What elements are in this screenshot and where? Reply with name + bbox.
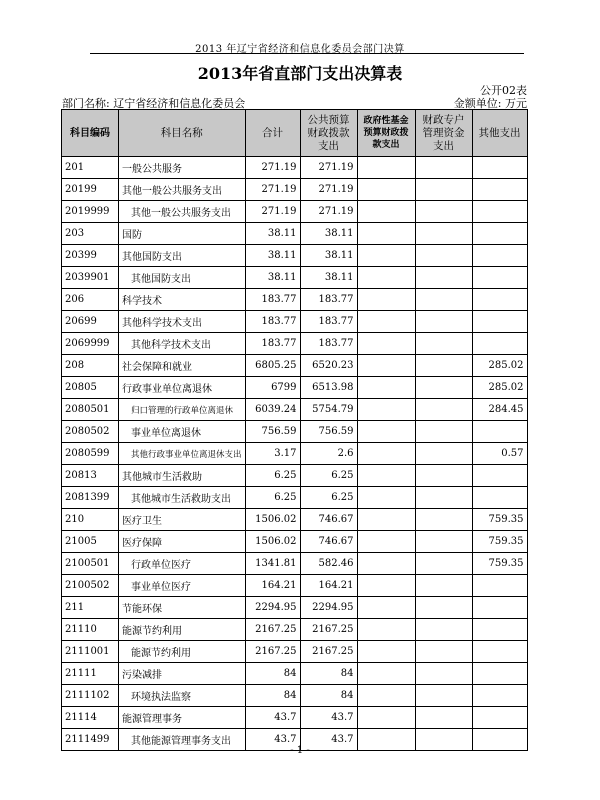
cell-code: 2019999 <box>62 201 119 223</box>
cell-code: 21005 <box>62 531 119 553</box>
table-row <box>62 685 528 707</box>
cell-gov-fund <box>357 223 415 245</box>
cell-other <box>472 685 527 707</box>
cell-total: 1506.02 <box>245 531 300 553</box>
department-label: 部门名称: 辽宁省经济和信息化委员会 <box>62 97 246 110</box>
cell-gov-fund <box>357 531 415 553</box>
table-row <box>62 487 528 509</box>
cell-name: 环境执法监察 <box>119 685 246 707</box>
cell-public-budget: 2167.25 <box>300 619 357 641</box>
table-row <box>62 553 528 575</box>
table-row <box>62 201 528 223</box>
cell-special-account <box>415 707 472 729</box>
cell-gov-fund <box>357 179 415 201</box>
cell-gov-fund <box>357 597 415 619</box>
cell-gov-fund <box>357 311 415 333</box>
table-row <box>62 641 528 663</box>
cell-total: 43.7 <box>245 707 300 729</box>
cell-code: 203 <box>62 223 119 245</box>
table-row <box>62 465 528 487</box>
cell-public-budget: 756.59 <box>300 421 357 443</box>
cell-other <box>472 465 527 487</box>
cell-gov-fund <box>357 641 415 663</box>
cell-special-account <box>415 421 472 443</box>
cell-other <box>472 487 527 509</box>
cell-name: 归口管理的行政单位离退休 <box>119 399 246 421</box>
cell-public-budget: 43.7 <box>300 729 357 751</box>
cell-public-budget: 2167.25 <box>300 641 357 663</box>
col-header-name: 科目名称 <box>119 110 246 157</box>
cell-code: 20813 <box>62 465 119 487</box>
cell-code: 2080501 <box>62 399 119 421</box>
cell-total: 6805.25 <box>245 355 300 377</box>
cell-other <box>472 641 527 663</box>
cell-special-account <box>415 575 472 597</box>
table-row <box>62 179 528 201</box>
cell-special-account <box>415 245 472 267</box>
cell-total: 6.25 <box>245 465 300 487</box>
cell-public-budget: 6.25 <box>300 465 357 487</box>
table-row <box>62 223 528 245</box>
cell-special-account <box>415 443 472 465</box>
cell-code: 2080502 <box>62 421 119 443</box>
cell-other: 285.02 <box>472 355 527 377</box>
cell-name: 节能环保 <box>119 597 246 619</box>
cell-gov-fund <box>357 685 415 707</box>
cell-other <box>472 619 527 641</box>
cell-total: 38.11 <box>245 267 300 289</box>
cell-name: 医疗保障 <box>119 531 246 553</box>
table-row <box>62 707 528 729</box>
cell-code: 2111001 <box>62 641 119 663</box>
cell-gov-fund <box>357 157 415 179</box>
cell-name: 能源节约利用 <box>119 619 246 641</box>
cell-total: 6799 <box>245 377 300 399</box>
cell-code: 2069999 <box>62 333 119 355</box>
cell-public-budget: 271.19 <box>300 201 357 223</box>
cell-code: 201 <box>62 157 119 179</box>
cell-special-account <box>415 487 472 509</box>
cell-name: 其他科学技术支出 <box>119 311 246 333</box>
cell-public-budget: 5754.79 <box>300 399 357 421</box>
cell-other <box>472 179 527 201</box>
cell-total: 38.11 <box>245 223 300 245</box>
cell-code: 2111499 <box>62 729 119 751</box>
cell-code: 20399 <box>62 245 119 267</box>
cell-name: 国防 <box>119 223 246 245</box>
cell-public-budget: 84 <box>300 685 357 707</box>
cell-gov-fund <box>357 487 415 509</box>
cell-code: 21111 <box>62 663 119 685</box>
expenditure-table <box>61 109 528 751</box>
cell-other <box>472 267 527 289</box>
cell-name: 医疗卫生 <box>119 509 246 531</box>
cell-other <box>472 289 527 311</box>
cell-public-budget: 2294.95 <box>300 597 357 619</box>
cell-public-budget: 183.77 <box>300 333 357 355</box>
cell-other: 285.02 <box>472 377 527 399</box>
cell-special-account <box>415 685 472 707</box>
col-header-code: 科目编码 <box>62 110 119 157</box>
cell-code: 2100501 <box>62 553 119 575</box>
cell-code: 20699 <box>62 311 119 333</box>
cell-code: 208 <box>62 355 119 377</box>
col-header-public-budget: 公共预算财政拨款支出 <box>300 110 357 157</box>
cell-gov-fund <box>357 421 415 443</box>
cell-code: 210 <box>62 509 119 531</box>
cell-gov-fund <box>357 377 415 399</box>
cell-other <box>472 245 527 267</box>
table-row <box>62 443 528 465</box>
cell-name: 其他城市生活救助支出 <box>119 487 246 509</box>
cell-name: 事业单位医疗 <box>119 575 246 597</box>
cell-other <box>472 333 527 355</box>
cell-total: 271.19 <box>245 201 300 223</box>
cell-code: 21110 <box>62 619 119 641</box>
cell-gov-fund <box>357 245 415 267</box>
cell-name: 污染减排 <box>119 663 246 685</box>
cell-total: 271.19 <box>245 157 300 179</box>
cell-gov-fund <box>357 201 415 223</box>
cell-gov-fund <box>357 333 415 355</box>
cell-other: 284.45 <box>472 399 527 421</box>
table-row <box>62 619 528 641</box>
cell-special-account <box>415 157 472 179</box>
cell-other <box>472 311 527 333</box>
cell-other <box>472 421 527 443</box>
cell-code: 20805 <box>62 377 119 399</box>
cell-name: 其他一般公共服务支出 <box>119 201 246 223</box>
cell-name: 社会保障和就业 <box>119 355 246 377</box>
cell-public-budget: 746.67 <box>300 509 357 531</box>
cell-other: 759.35 <box>472 531 527 553</box>
col-header-total: 合计 <box>245 110 300 157</box>
cell-special-account <box>415 377 472 399</box>
table-row <box>62 311 528 333</box>
col-header-gov-fund: 政府性基金预算财政拨款支出 <box>357 110 415 157</box>
cell-code: 2111102 <box>62 685 119 707</box>
cell-special-account <box>415 641 472 663</box>
cell-other <box>472 663 527 685</box>
cell-gov-fund <box>357 355 415 377</box>
cell-code: 21114 <box>62 707 119 729</box>
cell-public-budget: 38.11 <box>300 245 357 267</box>
cell-total: 2294.95 <box>245 597 300 619</box>
cell-other <box>472 597 527 619</box>
cell-name: 一般公共服务 <box>119 157 246 179</box>
cell-name: 其他一般公共服务支出 <box>119 179 246 201</box>
cell-total: 84 <box>245 685 300 707</box>
cell-code: 2081399 <box>62 487 119 509</box>
cell-name: 行政事业单位离退休 <box>119 377 246 399</box>
cell-public-budget: 183.77 <box>300 311 357 333</box>
cell-name: 科学技术 <box>119 289 246 311</box>
table-row <box>62 157 528 179</box>
table-row <box>62 289 528 311</box>
cell-special-account <box>415 597 472 619</box>
cell-other <box>472 223 527 245</box>
page-title: 2013年省直部门支出决算表 <box>197 64 403 83</box>
cell-special-account <box>415 311 472 333</box>
cell-name: 其他国防支出 <box>119 267 246 289</box>
cell-total: 756.59 <box>245 421 300 443</box>
cell-code: 2039901 <box>62 267 119 289</box>
cell-name: 事业单位离退休 <box>119 421 246 443</box>
cell-other <box>472 201 527 223</box>
cell-public-budget: 746.67 <box>300 531 357 553</box>
cell-gov-fund <box>357 465 415 487</box>
table-header-row <box>62 110 528 157</box>
cell-gov-fund <box>357 553 415 575</box>
cell-total: 6.25 <box>245 487 300 509</box>
cell-total: 1341.81 <box>245 553 300 575</box>
cell-gov-fund <box>357 575 415 597</box>
cell-gov-fund <box>357 663 415 685</box>
cell-public-budget: 582.46 <box>300 553 357 575</box>
cell-total: 38.11 <box>245 245 300 267</box>
cell-code: 206 <box>62 289 119 311</box>
cell-other <box>472 157 527 179</box>
cell-gov-fund <box>357 707 415 729</box>
cell-public-budget: 6513.98 <box>300 377 357 399</box>
table-row <box>62 509 528 531</box>
table-row <box>62 355 528 377</box>
cell-other <box>472 575 527 597</box>
cell-special-account <box>415 179 472 201</box>
cell-name: 其他国防支出 <box>119 245 246 267</box>
cell-special-account <box>415 267 472 289</box>
cell-gov-fund <box>357 267 415 289</box>
cell-total: 183.77 <box>245 333 300 355</box>
cell-public-budget: 6520.23 <box>300 355 357 377</box>
cell-total: 3.17 <box>245 443 300 465</box>
cell-total: 271.19 <box>245 179 300 201</box>
cell-total: 6039.24 <box>245 399 300 421</box>
cell-public-budget: 271.19 <box>300 157 357 179</box>
table-row <box>62 575 528 597</box>
cell-public-budget: 6.25 <box>300 487 357 509</box>
cell-gov-fund <box>357 399 415 421</box>
cell-special-account <box>415 201 472 223</box>
cell-code: 2100502 <box>62 575 119 597</box>
cell-gov-fund <box>357 509 415 531</box>
cell-other: 0.57 <box>472 443 527 465</box>
cell-code: 20199 <box>62 179 119 201</box>
table-row <box>62 663 528 685</box>
cell-name: 行政单位医疗 <box>119 553 246 575</box>
cell-total: 84 <box>245 663 300 685</box>
table-row <box>62 267 528 289</box>
table-row <box>62 377 528 399</box>
cell-name: 其他能源管理事务支出 <box>119 729 246 751</box>
cell-gov-fund <box>357 443 415 465</box>
cell-public-budget: 183.77 <box>300 289 357 311</box>
cell-public-budget: 2.6 <box>300 443 357 465</box>
cell-total: 1506.02 <box>245 509 300 531</box>
table-row <box>62 421 528 443</box>
table-row <box>62 399 528 421</box>
cell-code: 211 <box>62 597 119 619</box>
table-row <box>62 333 528 355</box>
cell-public-budget: 271.19 <box>300 179 357 201</box>
header-rule <box>90 53 524 54</box>
cell-special-account <box>415 553 472 575</box>
cell-code: 2080599 <box>62 443 119 465</box>
cell-special-account <box>415 619 472 641</box>
cell-name: 能源管理事务 <box>119 707 246 729</box>
cell-total: 164.21 <box>245 575 300 597</box>
table-row <box>62 531 528 553</box>
page-number: - 1 - <box>290 745 310 756</box>
form-code: 公开02表 <box>480 84 527 97</box>
cell-total: 183.77 <box>245 289 300 311</box>
cell-name: 其他城市生活救助 <box>119 465 246 487</box>
cell-public-budget: 38.11 <box>300 223 357 245</box>
cell-other <box>472 707 527 729</box>
cell-name: 其他行政事业单位离退休支出 <box>119 443 246 465</box>
cell-special-account <box>415 333 472 355</box>
unit-label: 金额单位: 万元 <box>453 97 527 110</box>
cell-public-budget: 84 <box>300 663 357 685</box>
cell-total: 2167.25 <box>245 641 300 663</box>
cell-special-account <box>415 289 472 311</box>
table-row <box>62 597 528 619</box>
cell-public-budget: 164.21 <box>300 575 357 597</box>
table-row <box>62 245 528 267</box>
col-header-other: 其他支出 <box>472 110 527 157</box>
running-header: 2013 年辽宁省经济和信息化委员会部门决算 <box>195 44 405 55</box>
cell-special-account <box>415 355 472 377</box>
cell-name: 其他科学技术支出 <box>119 333 246 355</box>
cell-public-budget: 38.11 <box>300 267 357 289</box>
cell-total: 2167.25 <box>245 619 300 641</box>
cell-special-account <box>415 663 472 685</box>
col-header-special-account: 财政专户管理资金支出 <box>415 110 472 157</box>
cell-special-account <box>415 465 472 487</box>
cell-gov-fund <box>357 289 415 311</box>
cell-special-account <box>415 223 472 245</box>
cell-other: 759.35 <box>472 553 527 575</box>
cell-gov-fund <box>357 619 415 641</box>
cell-special-account <box>415 509 472 531</box>
cell-name: 能源节约利用 <box>119 641 246 663</box>
cell-total: 183.77 <box>245 311 300 333</box>
cell-special-account <box>415 531 472 553</box>
cell-public-budget: 43.7 <box>300 707 357 729</box>
cell-total: 43.7 <box>245 729 300 751</box>
cell-other: 759.35 <box>472 509 527 531</box>
cell-special-account <box>415 399 472 421</box>
